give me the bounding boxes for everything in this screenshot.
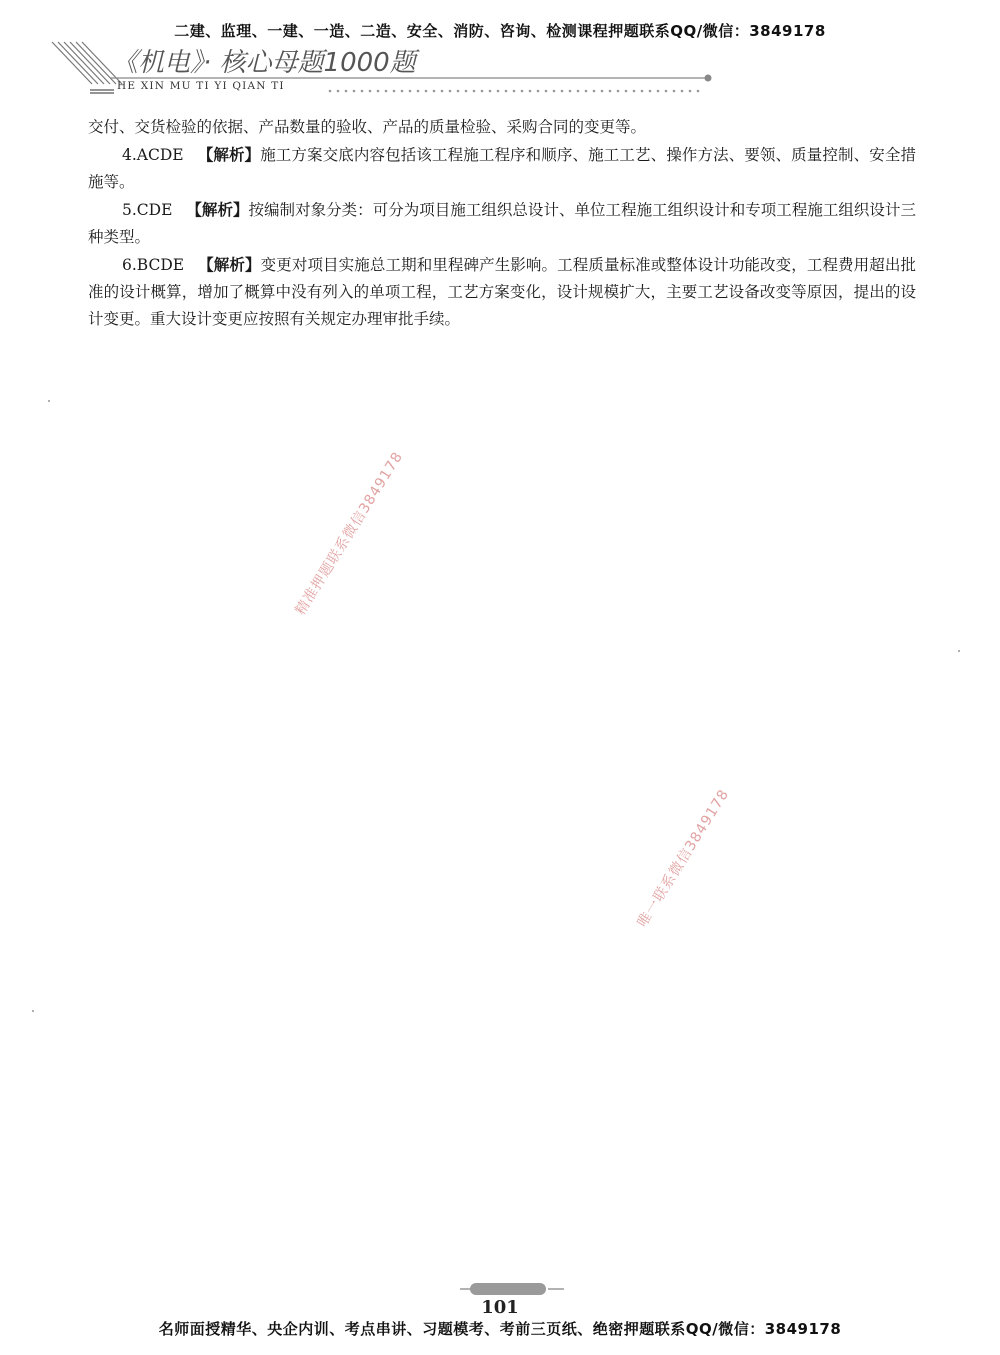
top-banner: 二建、监理、一建、一造、二造、安全、消防、咨询、检测课程押题联系QQ/微信：3849178 <box>174 22 826 40</box>
scan-speck <box>32 1010 34 1012</box>
page-number-ornament <box>460 1279 564 1299</box>
page-number: 101 <box>481 1297 519 1318</box>
answer-label: 4.ACDE <box>122 146 184 164</box>
watermark-1: 精准押题联系微信3849178 <box>292 449 407 619</box>
analysis-text: 按编制对象分类：可分为项目施工组织总设计、单位工程施工组织设计和专项工程施工组织设计三种类型。 <box>88 201 916 246</box>
answer-content <box>88 114 916 333</box>
answer-item-4 <box>88 141 916 196</box>
analysis-text: 变更对项目实施总工期和里程碑产生影响。工程质量标准或整体设计功能改变，工程费用超出批准的设计概算，增加了概算中没有列入的单项工程，工艺方案变化，设计规模扩大，主要工艺设备改变等原因，提出的设计变更。重大设计变更应按照有关规定办理审批手续。 <box>88 256 916 328</box>
answer-label: 5.CDE <box>122 201 173 219</box>
analysis-text: 施工方案交底内容包括该工程施工程序和顺序、施工工艺、操作方法、要领、质量控制、安全措施等。 <box>88 146 916 191</box>
scan-speck <box>48 400 50 402</box>
answer-item-6 <box>88 251 916 333</box>
watermark-2: 唯一联系微信3849178 <box>634 786 733 931</box>
analysis-tag: 【解析】 <box>186 200 249 219</box>
scan-speck <box>958 650 960 652</box>
analysis-tag: 【解析】 <box>197 145 261 164</box>
analysis-tag: 【解析】 <box>198 255 261 274</box>
answer-label: 6.BCDE <box>122 256 185 274</box>
bottom-banner: 名师面授精华、央企内训、考点串讲、习题模考、考前三页纸、绝密押题联系QQ/微信：3849178 <box>158 1320 842 1338</box>
answer-item-5 <box>88 196 916 251</box>
book-title: 《机电》· 核心母题1000题 <box>112 48 416 78</box>
continuation-paragraph: 交付、交货检验的依据、产品数量的验收、产品的质量检验、采购合同的变更等。 <box>88 118 647 136</box>
book-subtitle: HE XIN MU TI YI QIAN TI <box>117 80 285 92</box>
